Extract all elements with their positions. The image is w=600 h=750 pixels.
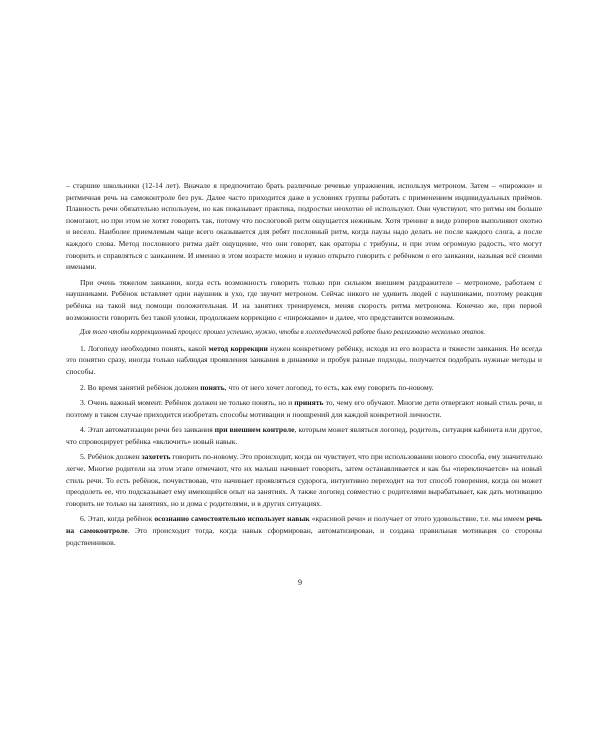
text-run: то, чему его обучают. Многие дети отвергают новый стиль речи, и поэтому в таком случае приходится изобретать способы мотивации и поощрений для каждой конкретной личности. (66, 398, 542, 419)
bold-term: метод коррекции (208, 343, 268, 353)
bold-term: понять (200, 382, 225, 392)
bold-term: осознанно самостоятельно использует навык (154, 514, 310, 524)
text-run: 5. Ребёнок должен (80, 452, 142, 462)
text-run: 3. Очень важный момент. Ребёнок должен не только понять, но и (80, 398, 295, 408)
text-run: , которым может являться логопед, родитель, ситуация кабинета или другое, что спровоцирует ребёнка «включить» новый навык. (66, 425, 542, 446)
paragraph-2 (66, 277, 542, 323)
bold-term: речь на самоконтроле (66, 514, 543, 536)
text-run: – старшие школьники (12-14 лет). Вначале я предпочитаю брать различные речевые упражнения, используя метроном. Затем – «пирожки» и ритмичная речь на самоконтроле без рук. Далее часто приходится даже в условиях группы работать с применением индивидуальных приёмов. Плавность речи обязательно используем, но как показывает практика, подростки неохотно её используют. Они чувствуют, что ритмы им больше помогают, но при этом не хотят говорить так, потому что послоговой ритм ощущается неживым. Хотя тренинг в виде рэперов выполняют охотно и весело. Наиболее приемлемым чаще всего оказывается для ребят пословный ритм, когда паузы надо делать не после каждого слога, а после каждого слова. Метод пословного ритма даёт ощущение, что они говорят, как ораторы с трибуны, и при этом огромную радость, что могут говорить и справляться с заиканием. И именно в этом возрасте можно и нужно открыто говорить с ребёнком о его заикании, называя всё своими именами. (66, 181, 542, 272)
paragraph-3 (66, 327, 542, 339)
text-run: 2. Во время занятий ребёнок должен (80, 382, 201, 392)
text-run: нужен конкретному ребёнку, исходя из его возраста и тяжести заикания. Не всегда это понятно сразу, иногда только наблюдая проявления заикания в динамике и пробуя разные подходы, получается подобрать нужные методы и способы. (66, 343, 542, 376)
page-body (66, 180, 542, 552)
text-run: При очень тяжелом заикании, когда есть возможность говорить только при сильном внешнем раздражителе – метрономе, работаем с наушниками. Ребёнок вставляет один наушник в ухо, где звучит метроном. Сейчас никого не удивить людей с наушниками, поэтому реакция ребёнка на такой вид помощи положительная. И на занятиях тренируемся, меняя скорость ритма метронома. Конечно же, при первой возможности говорить без такой уловки, продолжаем коррекцию с «пирожками» и далее, что представится возможным. (66, 277, 542, 322)
paragraph-5 (66, 382, 542, 394)
bold-term: при внешнем контроле (214, 425, 295, 435)
text-run: 4. Этап автоматизации речи без заикания (80, 425, 215, 435)
text-run: Для того чтобы коррекционный процесс прошел успешно, нужно, чтобы в логопедической работе было реализовано несколько этапов. (80, 328, 486, 337)
paragraph-9 (66, 513, 542, 548)
paragraph-7 (66, 424, 542, 447)
text-run: 1. Логопеду необходимо понять, какой (80, 343, 209, 353)
paragraph-6 (66, 397, 542, 420)
text-run: , что от него хочет логопед, то есть, как ему говорить по-новому. (224, 382, 434, 392)
paragraph-1 (66, 180, 542, 273)
text-run: 6. Этап, когда ребёнок (80, 514, 155, 524)
bold-term: принять (294, 398, 324, 408)
paragraph-4 (66, 343, 542, 378)
text-run: говорить по-новому. Это происходит, когда он чувствует, что при использовании нового способа, ему значительно легче. Многие родители на этом этапе отмечают, что их малыш начинает говорить, затем останавливается и как бы «переключается» на новый стиль речи. То есть ребёнок, почувствовав, что начинает проявляться судорога, интуитивно переходит на тот способ говорения, когда он может преодолеть ее, что подсказывает ему имеющийся опыт на занятиях. А также логопед совместно с родителями вырабатывает, как дать мотивацию говорить не только на занятиях, но и дома с родителями, и в других ситуациях. (66, 452, 542, 508)
paragraph-8 (66, 451, 542, 509)
text-run: «красивой речи» и получает от этого удовольствие, т.е. мы имеем (309, 514, 527, 524)
text-run: . Это происходит тогда, когда навык сформирован, автоматизирован, и создана правильная мотивация со стороны родственников. (66, 526, 542, 547)
bold-term: захотеть (141, 452, 171, 462)
page-number: 9 (298, 578, 302, 587)
